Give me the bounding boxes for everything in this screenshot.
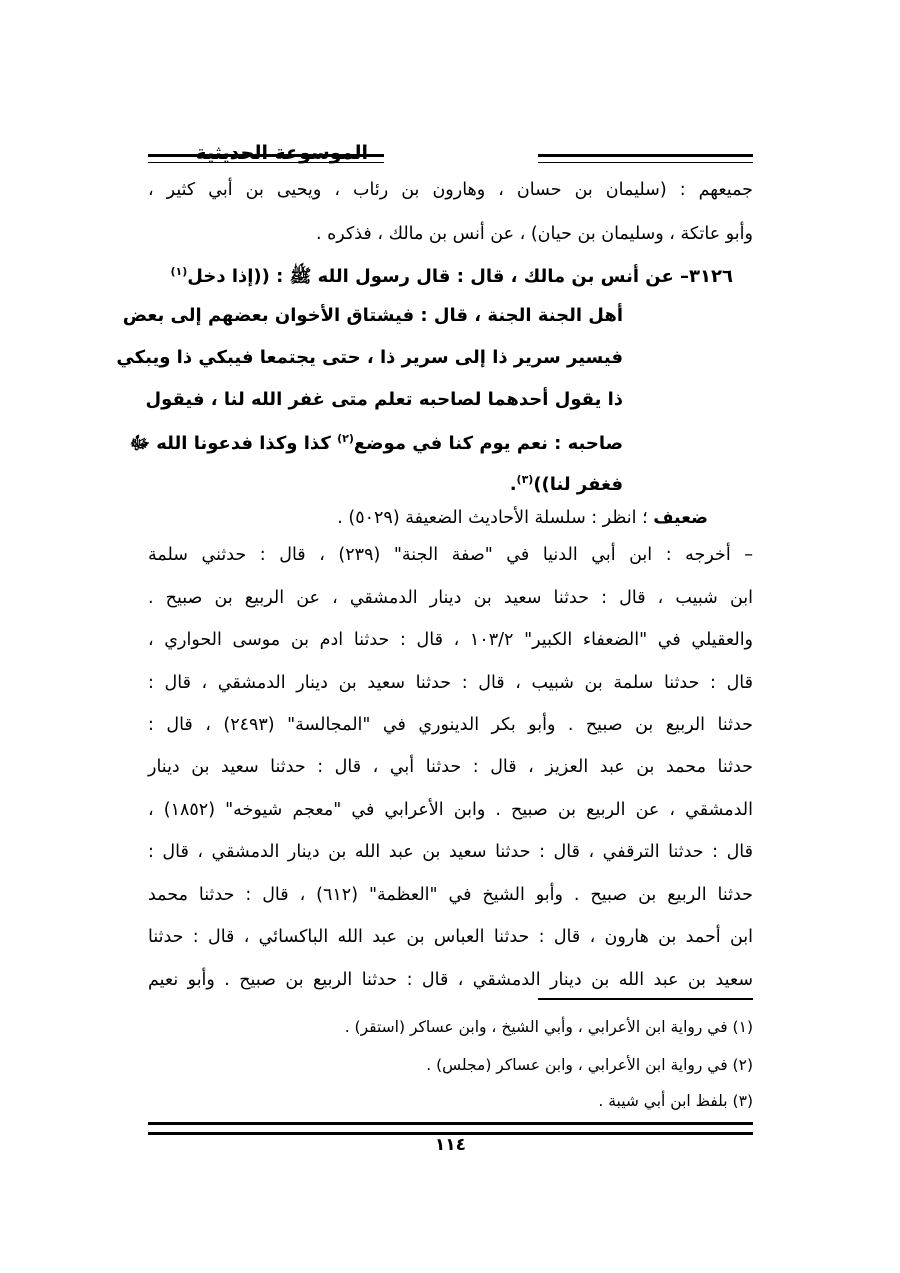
takhrij-line-10: ابن أحمد بن هارون ، قال : حدثنا العباس بن عبد الله الباكسائي ، قال : حدثنا [148, 927, 753, 947]
header-title: الموسوعة الحديثية [195, 142, 368, 164]
hadith-end-mark: . [509, 474, 517, 495]
footnote-3: (٣) بلفظ ابن أبي شيبة . [598, 1092, 753, 1110]
hadith-line-3: فيسير سرير ذا إلى سرير ذا ، حتى يجتمعا فيبكي ذا ويبكي [116, 347, 623, 368]
hadith-line-1 [171, 265, 733, 291]
footnote-separator [538, 998, 753, 1000]
intro-line-1: جميعهم : (سليمان بن حسان ، وهارون بن رئاب ، ويحيى بن أبي كثير ، [148, 180, 753, 200]
takhrij-line-5: حدثنا الربيع بن صبيح . وأبو بكر الدينوري في "المجالسة" (٢٤٩٣) ، قال : [148, 715, 753, 735]
page-number: ١١٤ [434, 1135, 467, 1155]
takhrij-line-3: والعقيلي في "الضعفاء الكبير" ١٠٣/٢ ، قال : حدثنا ادم بن موسى الحواري ، [148, 630, 754, 650]
header-rule-left [148, 154, 384, 163]
takhrij-line-9: حدثنا الربيع بن صبيح . وأبو الشيخ في "العظمة" (٦١٢) ، قال : حدثنا محمد [148, 885, 753, 905]
hadith-line-5-text-b: كذا وكذا فدعونا الله ﷻ [129, 433, 338, 454]
hadith-line-6 [510, 473, 623, 495]
hadith-line-5 [130, 432, 623, 458]
takhrij-line-8: قال : حدثنا الترقفي ، قال : حدثنا سعيد بن عبد الله بن دينار الدمشقي ، قال : [148, 842, 753, 862]
footer-rule [148, 1122, 753, 1135]
header-rule-right [538, 154, 753, 163]
hadith-line-2: أهل الجنة الجنة ، قال : فيشتاق الأخوان بعضهم إلى بعض [122, 305, 623, 326]
footnote-ref-3: (٣) [516, 473, 534, 486]
takhrij-line-6: حدثنا محمد بن عبد العزيز ، قال : حدثنا أبي ، قال : حدثنا سعيد بن دينار [148, 757, 753, 777]
takhrij-line-4: قال : حدثنا سلمة بن شبيب ، قال : حدثنا سعيد بن دينار الدمشقي ، قال : [148, 673, 753, 693]
grading-label: ضعيف [653, 508, 708, 528]
hadith-line-4: ذا يقول أحدهما لصاحبه تعلم متى غفر الله لنا ، فيقول [145, 389, 623, 410]
hadith-line-6-text: فغفر لنا)) [533, 474, 623, 495]
footnote-ref-2: (٢) [337, 432, 354, 445]
hadith-line-5-text-a: صاحبه : نعم يوم كنا في موضع [353, 433, 623, 454]
grading-line [337, 508, 708, 528]
hadith-line-1-text: – عن أنس بن مالك ، قال : قال رسول الله ﷺ : ((إذا دخل [187, 266, 690, 287]
book-page [116, 140, 754, 1170]
intro-line-2: وأبو عاتكة ، وسليمان بن حيان) ، عن أنس بن مالك ، فذكره . [315, 224, 753, 244]
takhrij-line-11: سعيد بن عبد الله بن دينار الدمشقي ، قال : حدثنا الربيع بن صبيح . وأبو نعيم [148, 970, 753, 990]
hadith-number: ٣١٢٦ [689, 266, 733, 287]
takhrij-line-2: ابن شبيب ، قال : حدثنا سعيد بن دينار الدمشقي ، عن الربيع بن صبيح . [148, 588, 753, 608]
running-header [148, 140, 753, 176]
grading-text: ؛ انظر : سلسلة الأحاديث الضعيفة (٥٠٢٩) . [337, 508, 648, 528]
takhrij-line-1: – أخرجه : ابن أبي الدنيا في "صفة الجنة" (٢٣٩) ، قال : حدثني سلمة [148, 545, 754, 565]
takhrij-line-7: الدمشقي ، عن الربيع بن صبيح . وابن الأعرابي في "معجم شيوخه" (١٨٥٢) ، [148, 800, 753, 820]
footnote-2: (٢) في رواية ابن الأعرابي ، وابن عساكر (مجلس) . [426, 1056, 753, 1074]
footnote-ref-1: (١) [170, 265, 188, 278]
footnote-1: (١) في رواية ابن الأعرابي ، وأبي الشيخ ، وابن عساكر (استقر) . [344, 1018, 753, 1036]
